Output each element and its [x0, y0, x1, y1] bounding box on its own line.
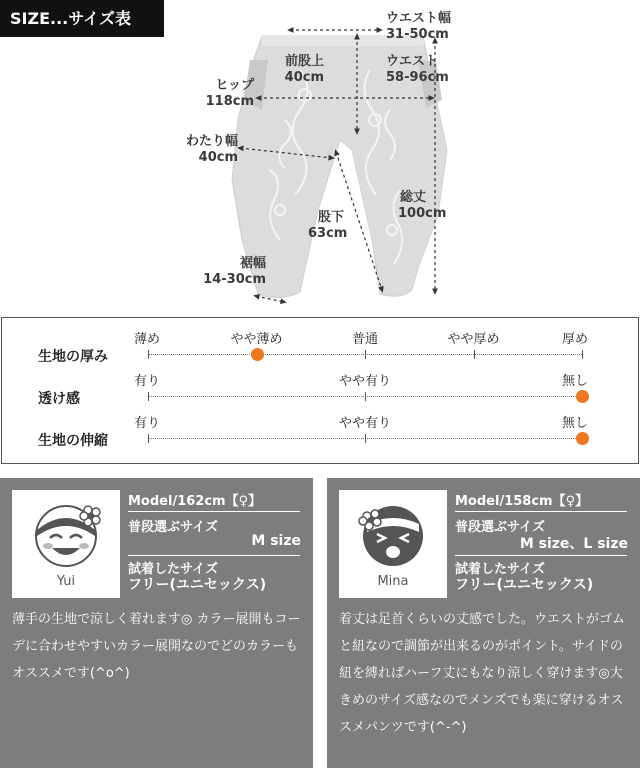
- hem-width-label: 裾幅 14-30cm: [203, 256, 266, 287]
- tried-size-label: 試着したサイズ: [455, 562, 545, 577]
- divider: [128, 555, 300, 556]
- scale-tick: [582, 350, 583, 359]
- model-comment: 着丈は足首くらいの丈感でした。ウエストがゴムと紐なので調節が出来るのがポイント。サイドの紐を縛ればハーフ丈にもなり涼しく穿けます◎大きめのサイズ感なのでメンズでも楽に穿けるオススメパンツです(^-^): [339, 612, 626, 735]
- scale-marker-dot: [576, 432, 589, 445]
- usual-size-label: 普段選ぶサイズ: [128, 520, 218, 535]
- scale-tick: [148, 392, 149, 401]
- pants-diagram: [0, 0, 640, 308]
- model-header: Model/158cm【♀】: [455, 494, 589, 509]
- scale-tick: [365, 350, 366, 359]
- model-name: Yui: [56, 574, 76, 589]
- size-chart-title: SIZE...サイズ表: [0, 0, 164, 37]
- model-panel-yui: [0, 478, 313, 768]
- waist-label: ウエスト 58-96cm: [386, 54, 449, 85]
- divider: [455, 511, 627, 512]
- scale-label: やや薄め: [230, 332, 283, 347]
- avatar: [12, 490, 120, 598]
- model-name: Mina: [377, 574, 409, 589]
- model-header: Model/162cm【♀】: [128, 494, 262, 509]
- usual-size-value: M size: [251, 533, 301, 549]
- tried-size-value: フリー(ユニセックス): [455, 577, 594, 593]
- size-chart-section: [0, 0, 640, 308]
- scale-label: やや有り: [338, 374, 391, 389]
- tried-size-label: 試着したサイズ: [128, 562, 218, 577]
- scale-label: やや有り: [338, 416, 391, 431]
- scale-tick: [474, 350, 475, 359]
- thigh-width-label: わたり幅 40cm: [185, 134, 238, 165]
- waist-width-label: ウエスト幅 31-50cm: [386, 11, 452, 42]
- scale-label: 薄め: [134, 332, 161, 347]
- hip-label: ヒップ 118cm: [205, 78, 254, 109]
- scale-label: やや厚め: [447, 332, 500, 347]
- tried-size-value: フリー(ユニセックス): [128, 577, 267, 593]
- scale-label: 有り: [134, 416, 161, 431]
- front-rise-label: 前股上 40cm: [284, 54, 324, 85]
- scale-tick: [365, 392, 366, 401]
- scale-label: 厚め: [561, 332, 588, 347]
- inseam-label: 股下 63cm: [308, 210, 348, 241]
- scale-label: 有り: [134, 374, 161, 389]
- scale-label: 無し: [561, 416, 588, 431]
- scale-marker-dot: [251, 348, 264, 361]
- scale-tick: [148, 350, 149, 359]
- scale-label: 普通: [351, 332, 378, 347]
- scale-tick: [148, 434, 149, 443]
- model-panel-mina: [327, 478, 640, 768]
- fabric-properties-box: [1, 317, 639, 464]
- usual-size-label: 普段選ぶサイズ: [455, 520, 545, 535]
- fabric-row-title: 生地の厚み: [38, 349, 108, 365]
- fabric-row-title: 生地の伸縮: [38, 433, 108, 449]
- divider: [128, 511, 300, 512]
- fabric-row-title: 透け感: [38, 391, 80, 407]
- scale-tick: [365, 434, 366, 443]
- total-length-label: 総丈 100cm: [398, 190, 447, 221]
- usual-size-value: M size、L size: [519, 536, 628, 552]
- avatar: [339, 490, 447, 598]
- scale-label: 無し: [561, 374, 588, 389]
- model-comment: 薄手の生地で涼しく着れます◎ カラー展開もコーデに合わせやすいカラー展開なのでどのカラーもオススメです(^o^): [12, 612, 301, 681]
- divider: [455, 555, 627, 556]
- scale-marker-dot: [576, 390, 589, 403]
